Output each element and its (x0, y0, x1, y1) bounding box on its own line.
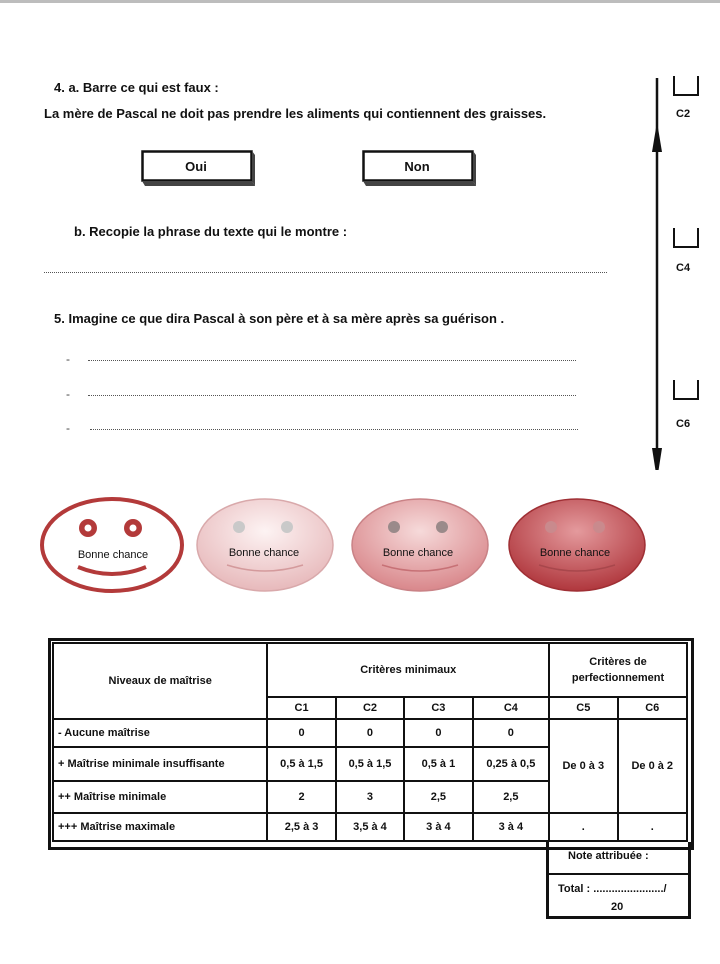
smiley-face-icon-3[interactable] (348, 495, 492, 595)
c6-checkbox[interactable] (673, 380, 699, 400)
note-attribuee-label: Note attribuée : (568, 850, 649, 862)
row-label: +++ Maîtrise maximale (53, 813, 267, 841)
cell-value: 0 (404, 719, 472, 747)
option-non-button[interactable] (362, 150, 472, 182)
option-oui-label: Oui (185, 159, 207, 174)
cell-value: 0,5 à 1,5 (267, 747, 335, 781)
cell-value: 0,25 à 0,5 (473, 747, 549, 781)
sub-c4: C4 (473, 697, 549, 719)
sub-c3: C3 (404, 697, 472, 719)
c2-label: C2 (676, 108, 691, 120)
sub-c5: C5 (549, 697, 617, 719)
header-criteres-minimaux: Critères minimaux (267, 643, 549, 697)
q4-statement: La mère de Pascal ne doit pas prendre les aliments qui contiennent des graisses. (44, 106, 547, 121)
cell-value: 3 (336, 781, 404, 813)
c5-dot: . (549, 813, 617, 841)
sub-c6: C6 (618, 697, 688, 719)
option-non-label: Non (404, 159, 430, 174)
smiley-face-icon-2[interactable] (193, 495, 337, 595)
face-label-4: Bonne chance (539, 547, 611, 559)
cell-value: 0 (473, 719, 549, 747)
top-rule (0, 0, 720, 3)
sub-c1: C1 (267, 697, 335, 719)
q4b-title: b. Recopie la phrase du texte qui le montre : (74, 224, 348, 239)
c6-dot: . (618, 813, 688, 841)
bullet-1: - (66, 352, 70, 366)
cell-value: 0,5 à 1 (404, 747, 472, 781)
c4-checkbox[interactable] (673, 228, 699, 248)
c4-label: C4 (676, 262, 691, 274)
cell-value: 3,5 à 4 (336, 813, 404, 841)
c6-range: De 0 à 2 (618, 719, 688, 813)
bullet-3: - (66, 421, 70, 435)
q5-title: 5. Imagine ce que dira Pascal à son père et à sa mère après sa guérison . (54, 311, 505, 326)
cell-value: 2,5 à 3 (267, 813, 335, 841)
cell-value: 0 (336, 719, 404, 747)
cell-value: 0,5 à 1,5 (336, 747, 404, 781)
vertical-arrow-icon (645, 70, 669, 470)
smiley-face-icon-1[interactable] (38, 495, 186, 595)
face-label-3: Bonne chance (382, 547, 454, 559)
face-label-1: Bonne chance (77, 549, 149, 561)
c5-range: De 0 à 3 (549, 719, 617, 813)
evaluation-grid (52, 642, 688, 842)
row-label: - Aucune maîtrise (53, 719, 267, 747)
c6-label: C6 (676, 418, 691, 430)
smiley-face-icon-4[interactable] (505, 495, 649, 595)
cell-value: 2,5 (404, 781, 472, 813)
face-label-2: Bonne chance (228, 547, 300, 559)
note-divider (546, 873, 691, 875)
c2-checkbox[interactable] (673, 76, 699, 96)
answer-line-5-3[interactable] (90, 429, 578, 430)
answer-line-4b[interactable] (44, 272, 607, 273)
cell-value: 2,5 (473, 781, 549, 813)
answer-line-5-1[interactable] (88, 360, 576, 361)
table-row (53, 719, 687, 747)
cell-value: 0 (267, 719, 335, 747)
sub-c2: C2 (336, 697, 404, 719)
header-niveaux: Niveaux de maîtrise (53, 643, 267, 719)
header-criteres-perfectionnement: Critères de perfectionnement (549, 643, 687, 697)
cell-value: 2 (267, 781, 335, 813)
total-label: Total : ......................./ (558, 883, 667, 895)
table-row (53, 813, 687, 841)
answer-line-5-2[interactable] (88, 395, 576, 396)
bullet-2: - (66, 387, 70, 401)
row-label: ++ Maîtrise minimale (53, 781, 267, 813)
cell-value: 3 à 4 (473, 813, 549, 841)
option-oui-button[interactable] (141, 150, 251, 182)
cell-value: 3 à 4 (404, 813, 472, 841)
total-max: 20 (611, 901, 624, 913)
row-label: + Maîtrise minimale insuffisante (53, 747, 267, 781)
q4a-title: 4. a. Barre ce qui est faux : (54, 80, 219, 95)
